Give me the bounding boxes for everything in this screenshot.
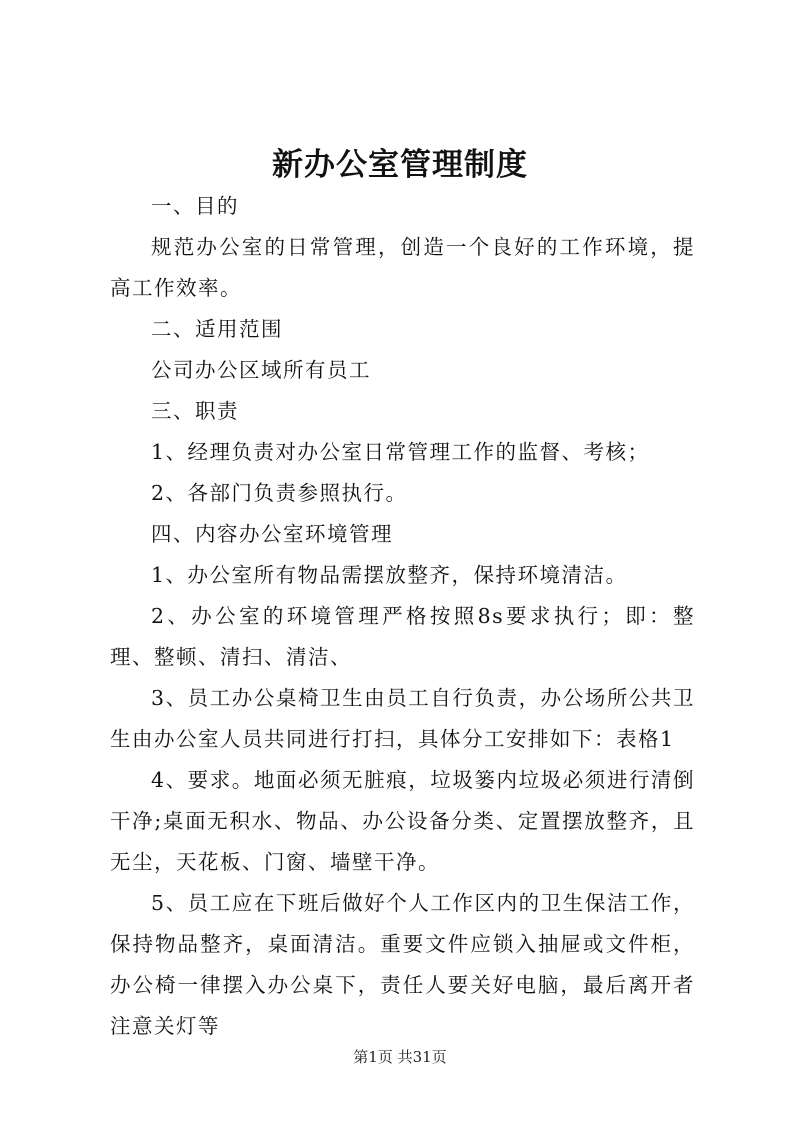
document-title: 新办公室管理制度 (272, 147, 528, 183)
paragraph-content-5: 5、员工应在下班后做好个人工作区内的卫生保洁工作，保持物品整齐，桌面清洁。重要文件应锁入抽屉或文件柜，办公椅一律摆入办公桌下，责任人要关好电脑，最后离开者注意关灯等 (110, 891, 695, 1038)
paragraph-scope: 公司办公区域所有员工 (151, 358, 371, 382)
section-heading-scope: 二、适用范围 (151, 317, 283, 341)
section-heading-content: 四、内容办公室环境管理 (151, 522, 393, 546)
document-body (110, 186, 695, 1047)
paragraph-content-3: 3、员工办公桌椅卫生由员工自行负责，办公场所公共卫生由办公室人员共同进行打扫，具体分工安排如下：表格1 (110, 686, 695, 751)
paragraph-content-1: 1、办公室所有物品需摆放整齐，保持环境清洁。 (151, 563, 628, 587)
section-heading-duties: 三、职责 (151, 399, 239, 423)
paragraph-content-2: 2、办公室的环境管理严格按照8s要求执行；即：整理、整顿、清扫、清洁、 (110, 604, 695, 669)
paragraph-content-4: 4、要求。地面必须无脏痕，垃圾篓内垃圾必须进行清倒干净;桌面无积水、物品、办公设备分类、定置摆放整齐，且无尘，天花板、门窗、墙壁干净。 (110, 768, 695, 874)
paragraph-duty-2: 2、各部门负责参照执行。 (151, 481, 408, 505)
paragraph-purpose: 规范办公室的日常管理，创造一个良好的工作环境，提高工作效率。 (110, 235, 695, 300)
paragraph-duty-1: 1、经理负责对办公室日常管理工作的监督、考核； (151, 440, 650, 464)
section-heading-purpose: 一、目的 (151, 194, 239, 218)
page-footer: 第1页 共31页 (353, 1048, 447, 1066)
